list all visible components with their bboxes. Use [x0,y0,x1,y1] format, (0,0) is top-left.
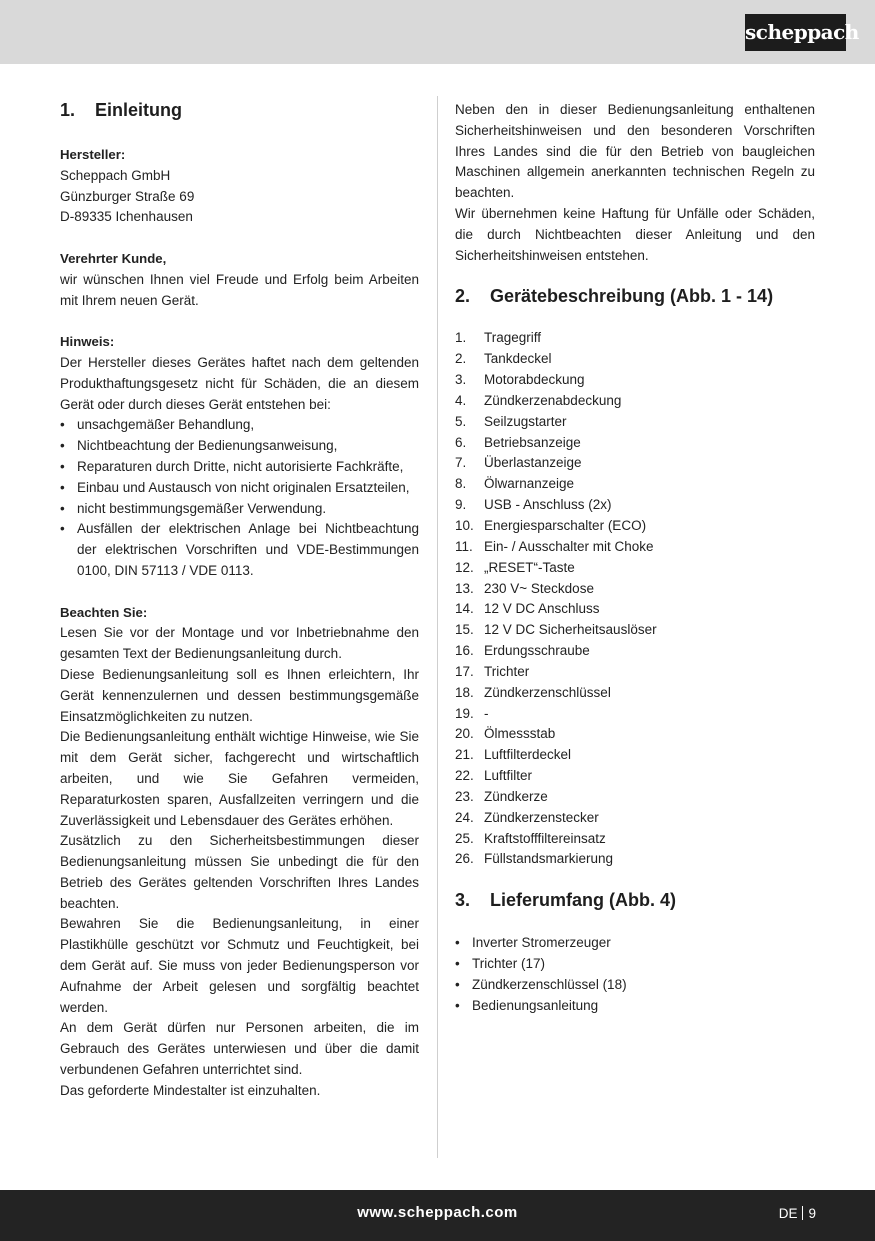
list-item: 24. Zündkerzenstecker [455,809,599,825]
intro-paragraph: Wir übernehmen keine Haftung für Unfälle oder Schäden, die durch Nichtbeachten dieser Anleitung und den Sicherheitshinweisen entstehen. [455,205,815,263]
list-item: 18. Zündkerzenschlüssel [455,684,611,700]
list-item: • Nichtbeachtung der Bedienungsanweisung, [60,436,419,457]
observe-paragraph: An dem Gerät dürfen nur Personen arbeiten, die im Gebrauch des Gerätes unterwiesen und über die damit verbundenen Gefahren unterrichtet sind. [60,1020,419,1078]
website-link[interactable]: www.scheppach.com [357,1204,518,1221]
brand-logo: scheppach [745,14,846,51]
section-3-number: 3. [455,890,471,911]
observe-paragraph: Das geforderte Mindestalter ist einzuhalten. [60,1082,321,1098]
scope-list [455,933,815,1016]
list-item: 3. Motorabdeckung [455,372,585,388]
list-item: • Ausfällen der elektrischen Anlage bei Nichtbeachtung der elektrischen Vorschriften und VDE-Bestimmungen 0100, DIN 57113 / VDE 0113. [60,519,419,581]
list-item: 14. 12 V DC Anschluss [455,601,600,617]
list-item: 1. Tragegriff [455,330,542,346]
customer-text: wir wünschen Ihnen viel Freude und Erfolg beim Arbeiten mit Ihrem neuen Gerät. [60,271,419,308]
list-item: 23. Zündkerze [455,788,548,804]
observe-paragraph: Die Bedienungsanleitung enthält wichtige Hinweise, wie Sie mit dem Gerät sicher, fachgerecht und wirtschaftlich arbeiten, und wie Sie Gefahren vermeiden, Reparaturkosten sparen, Ausfallzeiten verringern und die Zuverlässigkeit und Lebensdauer des Gerätes erhöhen. [60,729,419,828]
list-item: 19. - [455,705,489,721]
observe-paragraph: Bewahren Sie die Bedienungsanleitung, in einer Plastikhülle geschützt vor Schmutz und Feuchtigkeit, bei dem Gerät auf. Sie muss von jeder Bedienungsperson vor Aufnahme der Arbeit gelesen und sorgfältig beachtet werden. [60,916,419,1015]
manufacturer-line: Scheppach GmbH [60,167,171,183]
section-2-title: Gerätebeschreibung (Abb. 1 - 14) [490,286,774,307]
manufacturer-label: Hersteller: [60,147,126,162]
list-item: 16. Erdungsschraube [455,643,590,659]
list-item: • Trichter (17) [455,954,815,975]
list-item: 5. Seilzugstarter [455,413,567,429]
page-indicator [779,1206,816,1221]
customer-label: Verehrter Kunde, [60,250,167,266]
list-item: 20. Ölmessstab [455,726,556,742]
section-1-heading [60,100,419,121]
list-item: • Einbau und Austausch von nicht originalen Ersatzteilen, [60,478,419,499]
left-column [60,100,419,1102]
footer-bar [0,1190,875,1241]
list-item: • Reparaturen durch Dritte, nicht autorisierte Fachkräfte, [60,457,419,478]
list-item: 25. Kraftstofffiltereinsatz [455,830,606,846]
manufacturer-line: Günzburger Straße 69 [60,188,195,204]
list-item: 12. „RESET“-Taste [455,559,575,575]
list-item: • nicht bestimmungsgemäßer Verwendung. [60,499,419,520]
list-item: 10. Energiesparschalter (ECO) [455,517,647,533]
list-item: • unsachgemäßer Behandlung, [60,415,419,436]
observe-paragraph: Diese Bedienungsanleitung soll es Ihnen erleichtern, Ihr Gerät kennenzulernen und dessen bestimmungsgemäße Einsatzmöglichkeiten zu nutzen. [60,666,419,724]
list-item: 21. Luftfilterdeckel [455,747,572,763]
list-item: 13. 230 V~ Steckdose [455,580,594,596]
list-item: 8. Ölwarnanzeige [455,476,575,492]
notice-label: Hinweis: [60,334,115,350]
section-3-title: Lieferumfang (Abb. 4) [490,890,677,911]
section-2-number: 2. [455,286,471,307]
page-number: 9 [808,1206,816,1221]
list-item: 26. Füllstandsmarkierung [455,851,614,867]
notice-list [60,415,419,581]
list-item: 6. Betriebsanzeige [455,434,581,450]
section-1-title: Einleitung [95,100,182,120]
list-item: 2. Tankdeckel [455,351,552,367]
manufacturer-line: D-89335 Ichenhausen [60,209,193,225]
list-item: 4. Zündkerzenabdeckung [455,392,622,408]
list-item: 22. Luftfilter [455,768,533,784]
list-item: • Inverter Stromerzeuger [455,933,815,954]
notice-text: Der Hersteller dieses Gerätes haftet nach dem geltenden Produkthaftungsgesetz nicht für Schäden, die an diesem Gerät oder durch dieses Gerät entstehen bei: [60,354,419,412]
list-item: 17. Trichter [455,663,530,679]
section-1-number: 1. [60,100,76,120]
list-item: • Bedienungsanleitung [455,996,815,1017]
observe-paragraph: Lesen Sie vor der Montage und vor Inbetriebnahme den gesamten Text der Bedienungsanleitung durch. [60,625,419,662]
list-item: 11. Ein- / Ausschalter mit Choke [455,538,654,554]
section-2-heading [455,286,815,307]
intro-paragraph: Neben den in dieser Bedienungsanleitung enthaltenen Sicherheitshinweisen und den besonderen Vorschriften Ihres Landes sind die für den Betrieb von baugleichen Maschinen allgemein anerkannten technischen Regeln zu beachten. [455,102,815,201]
column-divider [437,96,438,1158]
observe-paragraph: Zusätzlich zu den Sicherheitsbestimmungen dieser Bedienungsanleitung müssen Sie unbedingt die für den Betrieb des Gerätes geltenden Vorschriften Ihres Landes beachten. [60,833,419,911]
list-item: 15. 12 V DC Sicherheitsauslöser [455,622,657,638]
header-bar [0,0,875,64]
right-column [455,100,815,1017]
list-item: • Zündkerzenschlüssel (18) [455,975,815,996]
list-item: 9. USB - Anschluss (2x) [455,497,612,513]
language-code: DE [778,1206,798,1221]
list-item: 7. Überlastanzeige [455,455,582,471]
parts-list [455,328,815,870]
section-3-heading [455,890,815,911]
observe-label: Beachten Sie: [60,604,148,620]
